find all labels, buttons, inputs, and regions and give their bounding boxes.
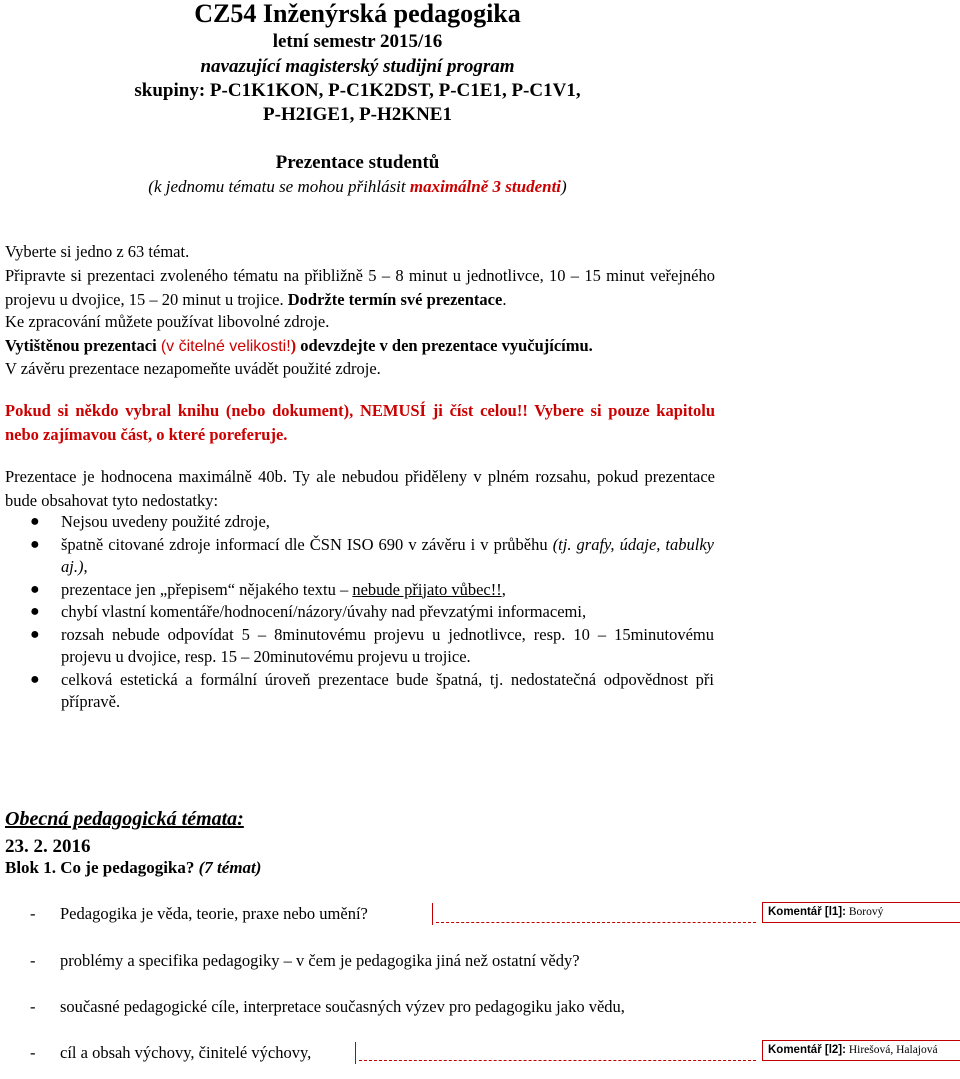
- readable-size-note: (v čitelné velikosti!: [160, 338, 291, 355]
- list-item: ● chybí vlastní komentáře/hodnocení/názory/úvahy nad převzatými informacemi,: [28, 601, 714, 624]
- program: navazující magisterský studijní program: [200, 56, 515, 77]
- comment-connector-2: [359, 1060, 756, 1061]
- dash-marker: -: [30, 951, 36, 970]
- subtitle: Prezentace studentů: [275, 152, 440, 173]
- instruction-4a: Vytištěnou prezentaci: [5, 336, 161, 355]
- subtitle-note: [0, 176, 715, 198]
- instruction-1: Vyberte si jedno z 63 témat.: [5, 242, 190, 261]
- instruction-4: [5, 334, 715, 359]
- instruction-2-end: .: [502, 289, 507, 309]
- bullet-icon: ●: [30, 580, 40, 598]
- topic-item-2: - problémy a specifika pedagogiky – v čem je pedagogika jiná než ostatní vědy?: [30, 951, 580, 970]
- block-heading: Blok 1. Co je pedagogika? (7 témat): [5, 858, 262, 877]
- comment-connector-1: [436, 922, 756, 923]
- section-date: 23. 2. 2016: [5, 836, 91, 857]
- warning-text: Pokud si někdo vybral knihu (nebo dokument), NEMUSÍ ji číst celou!! Vybere si pouze kapitolu nebo zajímavou část, o které poreferuje.: [5, 401, 715, 444]
- comment-box-2[interactable]: Komentář [l2]: Hirešová, Halajová: [762, 1040, 960, 1061]
- topic-item-4: - cíl a obsah výchovy, činitelé výchovy,: [30, 1043, 312, 1062]
- list-item: ● rozsah nebude odpovídat 5 – 8minutovému projevu u jednotlivce, resp. 10 – 15minutovému projevu u dvojice, resp. 15 – 20minutovému projevu u trojice.: [30, 624, 714, 666]
- instruction-2-text: Připravte si prezentaci zvoleného tématu na přibližně 5 – 8 minut u jednotlivce, 10 – 15 minut veřejného projevu u dvojice, 15 – 20 minut u trojice.: [5, 266, 715, 309]
- dash-marker: -: [30, 1043, 36, 1062]
- instruction-4d: odevzdejte v den prezentace vyučujícímu.: [296, 336, 593, 355]
- document-title: CZ54 Inženýrská pedagogika: [194, 0, 521, 28]
- note-prefix: (k jednomu tématu se mohou přihlásit: [148, 177, 410, 196]
- instruction-2: [5, 264, 715, 311]
- instruction-4-paren: ): [290, 336, 297, 355]
- bullet-icon: ●: [30, 625, 40, 643]
- section-title: Obecná pedagogická témata:: [5, 808, 244, 830]
- topic-item-1: - Pedagogika je věda, teorie, praxe nebo umění?: [30, 904, 368, 923]
- list-item: ● špatně citované zdroje informací dle ČSN ISO 690 v závěru i v průběhu (tj. grafy, údaje, tabulky aj.),: [30, 534, 714, 576]
- bullet-icon: ●: [30, 603, 40, 620]
- semester: letní semestr 2015/16: [272, 31, 443, 52]
- grading-text: Prezentace je hodnocena maximálně 40b. Ty ale nebudou přiděleny v plném rozsahu, pokud prezentace bude obsahovat tyto nedostatky:: [5, 467, 715, 510]
- list-item: ● celková estetická a formální úroveň prezentace bude špatná, tj. nedostatečná odpovědnost při přípravě.: [30, 669, 714, 711]
- dash-marker: -: [30, 904, 36, 923]
- topic-item-3: - současné pedagogické cíle, interpretace současných výzev pro pedagogiku jako vědu,: [30, 997, 625, 1016]
- instruction-5: V závěru prezentace nezapomeňte uvádět použité zdroje.: [5, 359, 381, 378]
- list-item: ● prezentace jen „přepisem“ nějakého textu – nebude přijato vůbec!!,: [28, 579, 714, 602]
- groups-line-2: P-H2IGE1, P-H2KNE1: [263, 104, 452, 125]
- bullet-icon: ●: [30, 535, 40, 553]
- instruction-3: Ke zpracování můžete používat libovolné zdroje.: [5, 312, 330, 331]
- deficiency-list: [28, 511, 714, 714]
- bullet-icon: ●: [30, 670, 40, 688]
- dash-marker: -: [30, 997, 36, 1016]
- note-highlight: maximálně 3 studenti: [409, 177, 562, 196]
- list-item: ● Nejsou uvedeny použité zdroje,: [28, 511, 714, 534]
- note-suffix: ): [561, 177, 567, 196]
- comment-box-1[interactable]: Komentář [l1]: Borový: [762, 902, 960, 923]
- groups-line-1: skupiny: P-C1K1KON, P-C1K2DST, P-C1E1, P-C1V1,: [134, 80, 581, 101]
- deadline-emphasis: Dodržte termín své prezentace: [287, 289, 503, 309]
- bullet-icon: ●: [30, 513, 40, 530]
